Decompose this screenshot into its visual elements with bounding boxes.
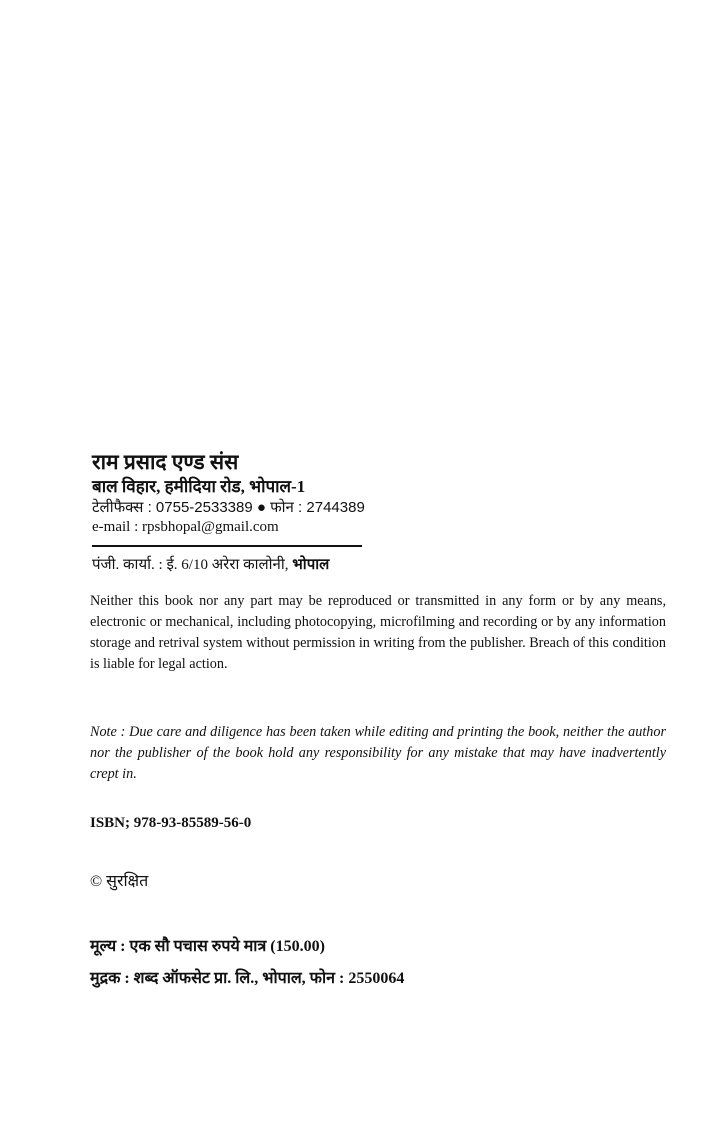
- printer-info: मुद्रक : शब्द ऑफसेट प्रा. लि., भोपाल, फोन : 2550064: [90, 970, 405, 987]
- publisher-address: बाल विहार, हमीदिया रोड, भोपाल-1: [92, 477, 306, 496]
- publisher-contact: टेलीफैक्स : 0755-2533389 ● फोन : 2744389: [92, 499, 365, 516]
- phone-number: 2744389: [306, 499, 365, 516]
- phone-label: फोन: [270, 499, 294, 516]
- registered-office-address: पंजी. कार्या. : ई. 6/10 अरेरा कालोनी,: [92, 557, 289, 573]
- isbn: ISBN; 978-93-85589-56-0: [90, 815, 252, 831]
- bullet-icon: ●: [256, 499, 266, 516]
- copyright-notice: Neither this book nor any part may be reproduced or transmitted in any form or by any means, electronic or mechanical, including photocopying, microfilming and recording or by any information storage and retrival system without permission in writing from the publisher. Breach of this condition is liable for legal action.: [90, 593, 666, 672]
- publisher-email: e-mail : rpsbhopal@gmail.com: [92, 519, 279, 535]
- registered-office-city: भोपाल: [292, 557, 330, 573]
- registered-office: [92, 554, 329, 574]
- disclaimer-note: Note : Due care and diligence has been taken while editing and printing the book, neither the author nor the publisher of the book hold any responsibility for any mistake that may have inadvertently crept in.: [90, 724, 666, 782]
- divider: [92, 545, 362, 547]
- rights-reserved: © सुरक्षित: [90, 873, 149, 890]
- publisher-name: राम प्रसाद एण्ड संस: [92, 450, 239, 474]
- telefax-label: टेलीफैक्स: [92, 499, 144, 516]
- telefax-number: 0755-2533389: [155, 499, 253, 516]
- price: मूल्य : एक सौ पचास रुपये मात्र (150.00): [90, 938, 325, 955]
